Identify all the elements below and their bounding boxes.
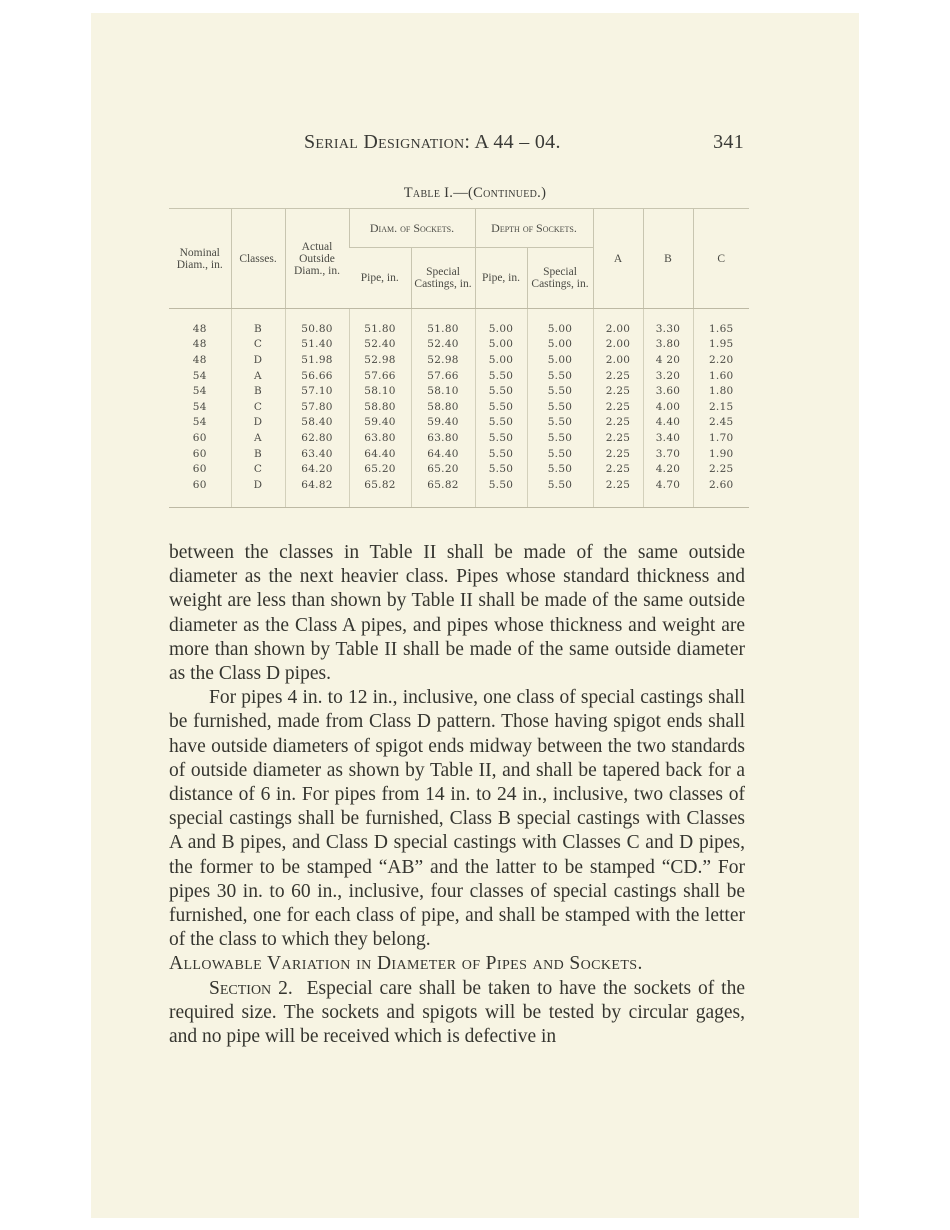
table-cell: 4 20 <box>643 352 693 368</box>
body-text <box>169 541 745 1049</box>
table-cell: 51.40 <box>285 337 349 353</box>
paragraph-3 <box>169 977 745 1050</box>
table-cell: 59.40 <box>411 415 475 431</box>
table-cell: 57.10 <box>285 383 349 399</box>
table-cell: 5.00 <box>527 337 593 353</box>
table-cell: 60 <box>192 463 207 476</box>
table-cell: 54 <box>192 369 207 382</box>
paragraph-2: For pipes 4 in. to 12 in., inclusive, one class of special castings shall be furnished, made from Class D pattern. Those having spigot ends shall have outside diameters of spigot ends midway between the two standards of outside diameter as shown by Table II, and shall be tapered back for a distance of 6 in. For pipes from 14 in. to 24 in., inclusive, two classes of special castings shall be furnished, Class B special castings with Classes A and B pipes, and Class D special castings with Classes C and D pipes, the former to be stamped “AB” and the latter to be stamped “CD.” For pipes 30 in. to 60 in., inclusive, four classes of special castings shall be furnished, one for each class of pipe, and shall be stamped with the letter of the class to which they belong. <box>169 687 745 951</box>
table-cell: D <box>231 477 285 507</box>
table-cell: 1.65 <box>693 309 749 337</box>
table-row <box>169 352 749 368</box>
table-cell: 51.80 <box>411 309 475 337</box>
table-body <box>169 309 749 508</box>
header-b: B <box>643 209 693 309</box>
table-cell: C <box>231 337 285 353</box>
table-row <box>169 430 749 446</box>
table-row <box>169 337 749 353</box>
header-socket-special-castings: Special Castings, in. <box>411 248 475 309</box>
section-label: Section 2. <box>209 977 293 999</box>
table-cell: 58.80 <box>349 399 411 415</box>
table-cell: 5.00 <box>475 337 527 353</box>
table-cell: 2.25 <box>593 368 643 384</box>
table-cell: 2.25 <box>593 399 643 415</box>
table-cell: 5.50 <box>475 368 527 384</box>
table-cell: 65.20 <box>349 461 411 477</box>
table-cell: 57.66 <box>411 368 475 384</box>
table-cell: 62.80 <box>285 430 349 446</box>
table-row <box>169 415 749 431</box>
table-cell: 60 <box>192 431 207 444</box>
table-cell: 48 <box>192 322 207 335</box>
table-cell: 65.20 <box>411 461 475 477</box>
table-cell: B <box>231 383 285 399</box>
table-cell: 5.50 <box>527 399 593 415</box>
running-header <box>91 131 859 161</box>
table-cell: 63.80 <box>349 430 411 446</box>
table-cell: C <box>231 399 285 415</box>
table-cell: 48 <box>192 338 207 351</box>
header-depth-special-castings: Special Castings, in. <box>527 248 593 309</box>
table-cell: 58.10 <box>411 383 475 399</box>
table-cell: 5.50 <box>475 461 527 477</box>
table-cell: 54 <box>192 416 207 429</box>
table-cell: 2.00 <box>593 309 643 337</box>
table-row <box>169 477 749 507</box>
table-cell: 58.80 <box>411 399 475 415</box>
table-cell: 60 <box>192 447 207 460</box>
table-row <box>169 399 749 415</box>
table-cell: 50.80 <box>285 309 349 337</box>
table-cell: 5.00 <box>527 352 593 368</box>
pipe-dimensions-table <box>169 208 749 508</box>
table-cell: 1.60 <box>693 368 749 384</box>
table-cell: 52.98 <box>411 352 475 368</box>
table-cell: 2.15 <box>693 399 749 415</box>
header-actual-outside-diameter: Actual Outside Diam., in. <box>285 209 349 309</box>
table-cell: 5.50 <box>475 399 527 415</box>
table-cell: 2.25 <box>593 383 643 399</box>
table-cell: 57.80 <box>285 399 349 415</box>
table-cell: 3.30 <box>643 309 693 337</box>
table-cell: 56.66 <box>285 368 349 384</box>
table-cell: 54 <box>192 385 207 398</box>
table-cell: 5.50 <box>475 383 527 399</box>
header-classes: Classes. <box>231 209 285 309</box>
page-number: 341 <box>713 131 744 153</box>
table-row <box>169 368 749 384</box>
table-cell: 4.00 <box>643 399 693 415</box>
table-cell: 60 <box>169 477 231 507</box>
header-depth-of-sockets: Depth of Sockets. <box>475 209 593 248</box>
table-cell: 64.82 <box>285 477 349 507</box>
table-cell: 5.50 <box>527 461 593 477</box>
table-cell: D <box>231 415 285 431</box>
table-cell: 1.70 <box>693 430 749 446</box>
table-cell: 58.40 <box>285 415 349 431</box>
table-cell: 51.98 <box>285 352 349 368</box>
paragraph-3-text: Especial care shall be taken to have the sockets of the required size. The sockets and spigots will be tested by circular gages, and no pipe will be received which is defective in <box>169 977 746 1048</box>
table-cell: 1.90 <box>693 446 749 462</box>
table-cell: 2.20 <box>693 352 749 368</box>
table-cell: 5.50 <box>475 430 527 446</box>
table-row <box>169 309 749 337</box>
header-a: A <box>593 209 643 309</box>
table-cell: B <box>231 446 285 462</box>
table-cell: 1.95 <box>693 337 749 353</box>
table-cell: 57.66 <box>349 368 411 384</box>
table-cell: 1.80 <box>693 383 749 399</box>
table-cell: 5.00 <box>527 309 593 337</box>
table-cell: D <box>231 352 285 368</box>
table-cell: 2.60 <box>693 477 749 507</box>
table-cell: 5.50 <box>475 477 527 507</box>
table-cell: 4.40 <box>643 415 693 431</box>
table-cell: 5.50 <box>475 446 527 462</box>
table-cell: 5.50 <box>527 415 593 431</box>
table-caption: Table I.—(Continued.) <box>403 185 547 201</box>
header-diameter-of-sockets: Diam. of Sockets. <box>349 209 475 248</box>
table-row <box>169 383 749 399</box>
table-cell: C <box>231 461 285 477</box>
table-cell: 3.20 <box>643 368 693 384</box>
table-row <box>169 446 749 462</box>
table-cell: 2.25 <box>593 430 643 446</box>
table-cell: 3.70 <box>643 446 693 462</box>
table-cell: 2.25 <box>593 461 643 477</box>
table-cell: 4.20 <box>643 461 693 477</box>
table-cell: 64.20 <box>285 461 349 477</box>
table-cell: 48 <box>192 353 207 366</box>
table-cell: 2.00 <box>593 352 643 368</box>
table-cell: 63.40 <box>285 446 349 462</box>
table-row <box>169 461 749 477</box>
table-cell: 2.25 <box>593 415 643 431</box>
table-cell: 52.40 <box>349 337 411 353</box>
table-cell: 54 <box>192 400 207 413</box>
section-heading: Allowable Variation in Diameter of Pipes and Sockets. <box>169 953 643 975</box>
header-depth-pipe: Pipe, in. <box>475 248 527 309</box>
table-cell: 2.25 <box>693 461 749 477</box>
header-socket-pipe: Pipe, in. <box>349 248 411 309</box>
table-cell: A <box>231 368 285 384</box>
table-cell: 4.70 <box>643 477 693 507</box>
table-cell: 5.50 <box>527 383 593 399</box>
table-cell: 59.40 <box>349 415 411 431</box>
table-cell: 5.50 <box>527 446 593 462</box>
book-page <box>91 13 859 1218</box>
running-title: Serial Designation: A 44 – 04. <box>304 131 561 153</box>
table-cell: B <box>231 309 285 337</box>
header-c: C <box>693 209 749 309</box>
table-cell: 52.40 <box>411 337 475 353</box>
header-nominal-diameter: Nominal Diam., in. <box>169 209 231 309</box>
table-cell: 5.50 <box>527 477 593 507</box>
table-cell: 51.80 <box>349 309 411 337</box>
table-cell: A <box>231 430 285 446</box>
table-cell: 3.80 <box>643 337 693 353</box>
table-cell: 5.00 <box>475 352 527 368</box>
table-cell: 58.10 <box>349 383 411 399</box>
table-cell: 2.25 <box>593 446 643 462</box>
table-cell: 63.80 <box>411 430 475 446</box>
table-cell: 2.45 <box>693 415 749 431</box>
table-cell: 5.50 <box>475 415 527 431</box>
table-cell: 65.82 <box>411 477 475 507</box>
table-cell: 3.40 <box>643 430 693 446</box>
table-cell: 2.25 <box>593 477 643 507</box>
table-cell: 5.00 <box>475 309 527 337</box>
table-cell: 2.00 <box>593 337 643 353</box>
table-cell: 64.40 <box>349 446 411 462</box>
table-cell: 5.50 <box>527 368 593 384</box>
table-cell: 64.40 <box>411 446 475 462</box>
table-cell: 52.98 <box>349 352 411 368</box>
table-cell: 5.50 <box>527 430 593 446</box>
table-cell: 65.82 <box>349 477 411 507</box>
paragraph-1: between the classes in Table II shall be made of the same outside diameter as the next heavier class. Pipes whose standard thickness and weight are less than shown by Table II shall be made of the same outside diameter as the Class A pipes, and pipes whose thickness and weight are more than shown by Table II shall be made of the same outside diameter as the Class D pipes. <box>169 542 745 685</box>
table-cell: 3.60 <box>643 383 693 399</box>
